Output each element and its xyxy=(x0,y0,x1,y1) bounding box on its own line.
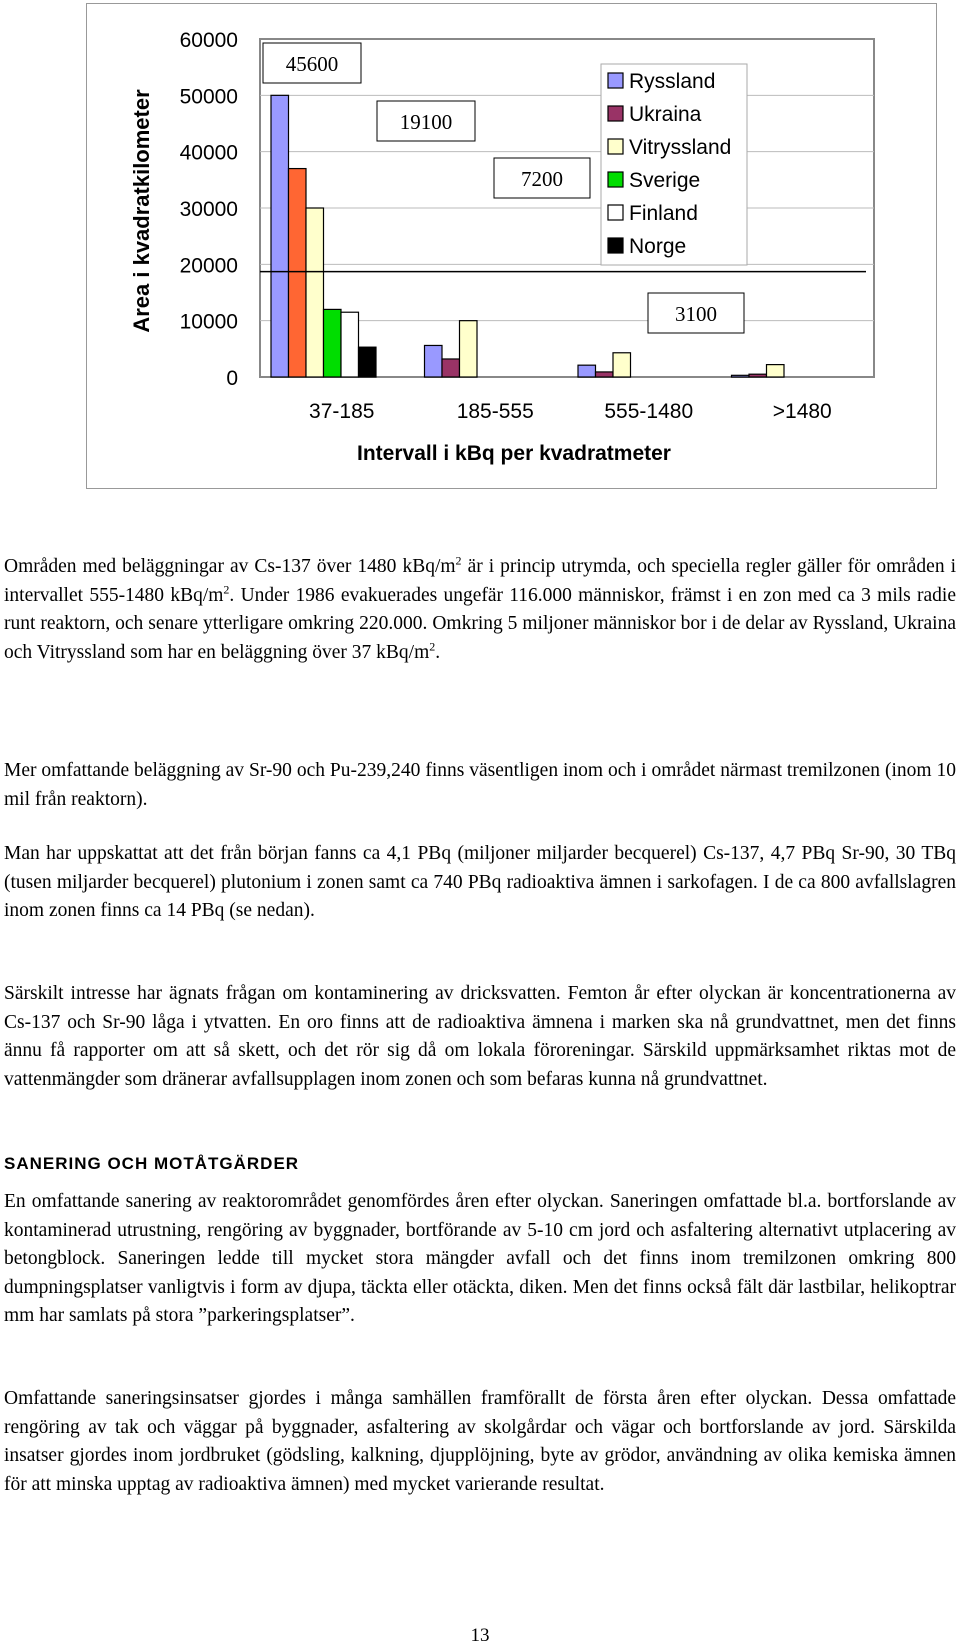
bar xyxy=(613,353,631,377)
x-tick-label: 37-185 xyxy=(309,400,375,423)
bar xyxy=(732,375,750,377)
y-tick-label: 40000 xyxy=(179,141,238,165)
y-tick-label: 50000 xyxy=(179,85,238,109)
bar xyxy=(749,374,767,377)
annotation-label: 7200 xyxy=(521,167,563,191)
bar xyxy=(359,347,377,377)
x-tick-label: 185-555 xyxy=(456,400,534,423)
x-tick-label: 555-1480 xyxy=(604,400,694,423)
paragraph-estimates: Man har uppskattat att det från början fanns ca 4,1 PBq (miljoner miljarder becquerel) Cs-137, 4,7 PBq Sr-90, 30 TBq (tusen miljarder becquerel) plutonium i zonen samt ca 740 PBq radioaktiva ämnen i sarkofagen. I de ca 800 avfallslagren inom zonen finns ca 14 PBq (se nedan). xyxy=(4,843,956,921)
annotation-label: 45600 xyxy=(285,52,339,76)
annotation-label: 3100 xyxy=(675,302,717,326)
y-tick-label: 60000 xyxy=(179,29,238,52)
bar xyxy=(442,359,460,377)
paragraph-water: Särskilt intresse har ägnats frågan om kontaminering av dricksvatten. Femton år efter olyckan är koncentrationerna av Cs-137 och Sr-90 låga i ytvatten. En oro finns att de radioaktiva ämnena i marken ska nå grundvattnet, men det finns ännu få rapporter om att så skett, och det rör sig då om lokala föroreningar. Särskild uppmärksamhet riktas mot de vattenmängder som dränerar avfallsupplagen inom zonen och som befaras kunna nå grundvattnet. xyxy=(4,983,956,1090)
bar xyxy=(324,309,342,377)
paragraph-sr90: Mer omfattande beläggning av Sr-90 och Pu-239,240 finns väsentligen inom och i området närmast tremilzonen (inom 10 mil från reaktorn). xyxy=(4,760,956,810)
bar xyxy=(578,365,596,377)
legend-swatch xyxy=(608,172,623,187)
legend-swatch xyxy=(608,205,623,220)
y-tick-label: 20000 xyxy=(179,254,238,278)
bar xyxy=(425,345,443,377)
legend-label: Ryssland xyxy=(629,70,716,93)
y-tick-label: 10000 xyxy=(179,310,238,334)
legend-label: Norge xyxy=(629,235,687,258)
area-bar-chart xyxy=(86,3,938,511)
legend-label: Sverige xyxy=(629,169,701,192)
legend-label: Ukraina xyxy=(629,103,702,126)
legend-swatch xyxy=(608,73,623,88)
bar xyxy=(341,312,359,377)
y-axis-label: Area i kvadratkilometer xyxy=(129,89,154,333)
legend-swatch xyxy=(608,106,623,121)
y-tick-label: 0 xyxy=(226,367,238,390)
section-heading: SANERING OCH MOTÅTGÄRDER xyxy=(4,1154,300,1173)
bar xyxy=(271,95,289,377)
bar xyxy=(767,365,785,377)
paragraph-motatgarder: Omfattande saneringsinsatser gjordes i många samhällen framförallt de första åren efter olyckan. Dessa omfattade rengöring av tak och väggar på byggnader, asfaltering av skolgårdar och vägar och bortforslande av jord. Särskilda insatser gjordes inom jordbruket (gödsling, kalkning, djupplöjning, byte av grödor, användning av olika kemiska ämnen för att minska upptag av radioaktiva ämnen) med mycket varierande resultat. xyxy=(4,1388,956,1495)
paragraph-contamination: Områden med beläggningar av Cs-137 över 1480 kBq/$m^2$ är i princip utrymda, och speciella regler gäller för områden i intervallet 555-1480 kBq/$m^2$. Under 1986 evakuerades ungefär 116.000 människor, främst i en zon med ca 3 mils radie runt reaktorn, och senare ytterligare omkring 220.000. Omkring 5 miljoner människor bor i de delar av Ryssland, Ukraina och Vitryssland som har en beläggning över 37 kBq/$m^2$. xyxy=(4,553,957,663)
legend xyxy=(601,64,747,265)
bar xyxy=(596,372,614,377)
x-tick-label: >1480 xyxy=(772,400,832,423)
bar xyxy=(460,321,478,377)
bar xyxy=(289,169,307,377)
page-number: 13 xyxy=(470,1625,490,1646)
annotation-label: 19100 xyxy=(399,110,453,134)
y-tick-label: 30000 xyxy=(179,198,238,221)
paragraph-sanering: En omfattande sanering av reaktorområdet genomfördes åren efter olyckan. Saneringen omfattade bl.a. bortforslande av kontaminerad utrustning, rengöring av byggnader, bortförande av 5-10 cm jord och asfaltering alternativt utplacering av betongblock. Saneringen ledde till mycket stora mängder avfall och det finns inom tremilzonen omkring 800 dumpningsplatser vanligtvis i form av djupa, täckta eller otäckta, diken. Men det finns också fält där lastbilar, helikoptrar mm har samlats på stora ”parkeringsplatser”. xyxy=(4,1191,956,1326)
legend-swatch xyxy=(608,238,623,253)
x-axis-label: Intervall i kBq per kvadratmeter xyxy=(357,442,671,465)
legend-label: Finland xyxy=(629,202,698,225)
bar xyxy=(306,208,324,377)
legend-label: Vitryssland xyxy=(629,136,732,159)
legend-swatch xyxy=(608,139,623,154)
